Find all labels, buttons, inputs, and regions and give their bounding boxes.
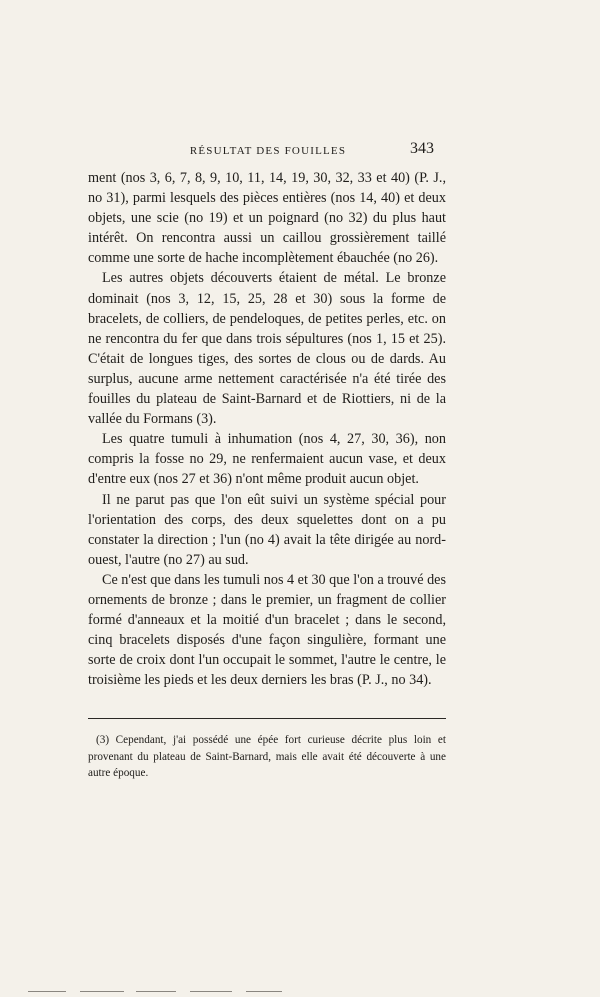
paragraph: Ce n'est que dans les tumuli nos 4 et 30 que l'on a trouvé des ornements de bronze ; dans le premier, un fragment de collier formé d'anneaux et la moitié d'un bracelet ; dans le second, cinq bracelets disposés d'une façon singulière, formant une sorte de croix dont l'un occupait le sommet, l'autre le centre, le troisième les pieds et les deux derniers les bras (P. J., no 34). (88, 571, 446, 689)
main-text (88, 168, 446, 690)
page-number: 343 (410, 140, 434, 157)
paragraph: Les autres objets découverts étaient de métal. Le bronze dominait (nos 3, 12, 15, 25, 28 et 30) sous la forme de bracelets, de colliers, de pendeloques, de petites perles, etc. on ne rencontra du fer que dans trois sépultures (nos 1, 15 et 25). C'était de longues tiges, des sortes de clous ou de dards. Au surplus, aucune arme nettement caractérisée n'a été tirée des fouilles du plateau de Saint-Barnard et de Riottiers, ni de la vallée du Formans (3). (88, 270, 446, 428)
paragraph: ment (nos 3, 6, 7, 8, 9, 10, 11, 14, 19, 30, 32, 33 et 40) (P. J., no 31), parmi lesquels des pièces entières (nos 14, 40) et deux objets, une scie (no 19) et un poignard (no 32) du plus haut intérêt. On rencontra aussi un caillou grossièrement taillé comme une sorte de hache incomplètement ébauchée (no 26). (88, 170, 446, 267)
footnote-block (88, 732, 446, 782)
running-title: RÉSULTAT DES FOUILLES (189, 145, 347, 157)
paragraph: Les quatre tumuli à inhumation (nos 4, 27, 30, 36), non compris la fosse no 29, ne renfermaient aucun vase, et deux d'entre eux (nos 27 et 36) n'ont même produit aucun objet. (88, 431, 446, 488)
page-edge-marks (0, 991, 600, 993)
footnote: (3) Cependant, j'ai possédé une épée fort curieuse décrite plus loin et provenant du plateau de Saint-Barnard, mais elle avait été découverte à une autre époque. (88, 734, 446, 779)
paragraph: Il ne parut pas que l'on eût suivi un système spécial pour l'orientation des corps, des deux squelettes dont on a pu constater la direction ; l'un (no 4) avait la tête dirigée au nord-ouest, l'autre (no 27) au sud. (88, 491, 446, 568)
footnote-separator (88, 718, 446, 719)
